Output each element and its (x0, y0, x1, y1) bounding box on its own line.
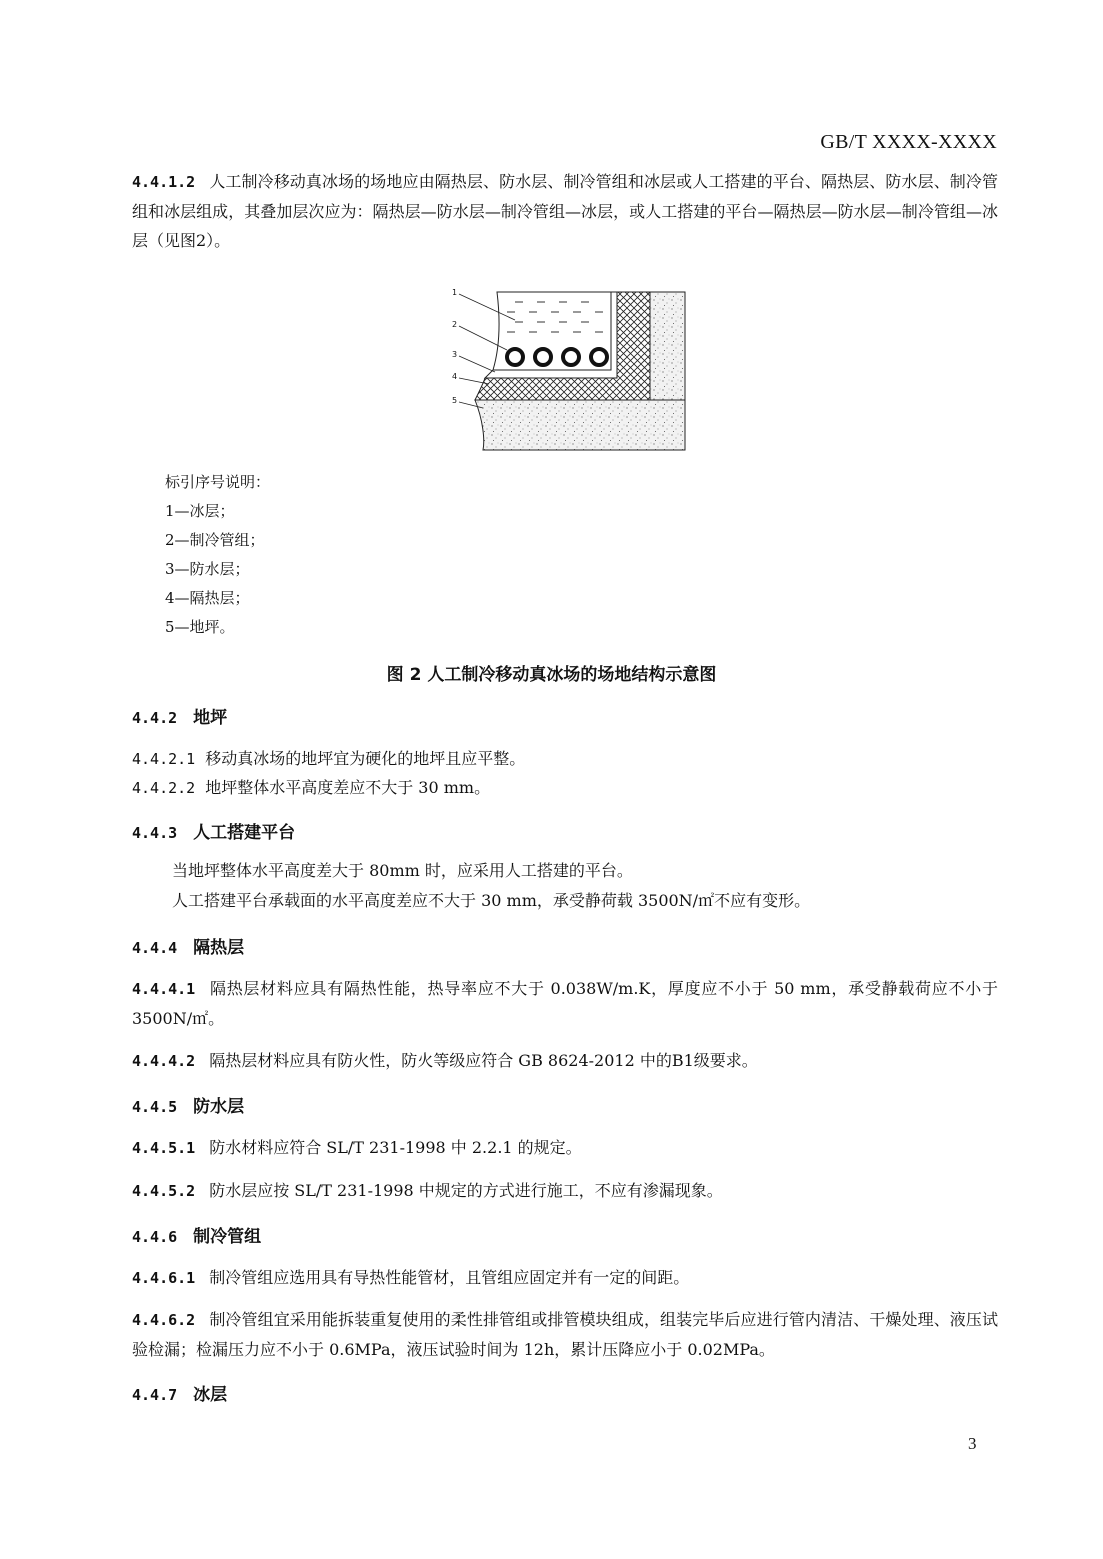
section-title: 地坪 (193, 708, 228, 728)
section-number: 4.4.6 (132, 1228, 178, 1246)
section-number: 4.4.4 (132, 939, 178, 957)
standard-number: GB/T XXXX-XXXX (820, 131, 997, 153)
section-heading-4-4-4 (132, 933, 244, 958)
section-title: 冰层 (193, 1385, 228, 1405)
clause-number: 4.4.6.1 (132, 1269, 196, 1287)
clause-4-4-6-1 (132, 1263, 998, 1293)
clause-number: 4.4.1.2 (132, 173, 196, 191)
section-number: 4.4.7 (132, 1386, 178, 1404)
clause-text: 防水材料应符合 SL/T 231-1998 中 2.2.1 的规定。 (209, 1138, 582, 1157)
clause-4-4-1-2 (132, 167, 998, 255)
figure-legend (165, 468, 270, 642)
section-title: 隔热层 (193, 938, 245, 958)
section-title: 人工搭建平台 (193, 823, 296, 843)
clause-number: 4.4.2.2 (132, 779, 196, 797)
marker-3: 3 (452, 350, 458, 359)
marker-5: 5 (452, 396, 458, 405)
clause-number: 4.4.5.1 (132, 1139, 196, 1157)
paragraph-line: 当地坪整体水平高度差大于 80mm 时，应采用人工搭建的平台。 (172, 861, 633, 880)
marker-1: 1 (452, 288, 458, 297)
clause-4-4-4-2 (132, 1046, 998, 1076)
section-heading-4-4-2 (132, 703, 227, 728)
paragraph-line: 人工搭建平台承载面的水平高度差应不大于 30 mm，承受静荷载 3500N/㎡不应有变形。 (172, 891, 811, 910)
figure-caption: 图 2 人工制冷移动真冰场的场地结构示意图 (386, 665, 717, 685)
clause-text: 人工制冷移动真冰场的场地应由隔热层、防水层、制冷管组和冰层或人工搭建的平台、隔热层、防水层、制冷管组和冰层组成，其叠加层次应为：隔热层—防水层—制冷管组—冰层，或人工搭建的平台—隔热层—防水层—制冷管组—冰层（见图2）。 (132, 172, 998, 250)
clause-4-4-2-1 (132, 744, 998, 774)
section-number: 4.4.2 (132, 709, 178, 727)
section-number: 4.4.5 (132, 1098, 178, 1116)
legend-item: 2—制冷管组； (165, 531, 265, 549)
clause-4-4-6-2 (132, 1305, 998, 1364)
clause-4-4-5-2 (132, 1176, 998, 1206)
clause-number: 4.4.4.2 (132, 1052, 196, 1070)
clause-number: 4.4.2.1 (132, 750, 196, 768)
section-heading-4-4-6 (132, 1222, 261, 1247)
section-title: 制冷管组 (193, 1227, 262, 1247)
site-structure-figure (445, 280, 700, 455)
section-title: 防水层 (193, 1097, 245, 1117)
section-heading-4-4-5 (132, 1092, 244, 1117)
clause-text: 隔热层材料应具有防火性，防火等级应符合 GB 8624-2012 中的B1级要求。 (209, 1051, 758, 1070)
clause-4-4-2-2 (132, 773, 998, 803)
clause-text: 防水层应按 SL/T 231-1998 中规定的方式进行施工，不应有渗漏现象。 (209, 1181, 723, 1200)
clause-4-4-4-1 (132, 974, 998, 1033)
clause-text: 隔热层材料应具有隔热性能，热导率应不大于 0.038W/m.K，厚度应不小于 50 mm，承受静载荷应不小于 3500N/㎡。 (132, 979, 998, 1028)
clause-4-4-5-1 (132, 1133, 998, 1163)
legend-item: 5—地坪。 (165, 618, 235, 636)
side-wall (650, 292, 685, 400)
clause-number: 4.4.5.2 (132, 1182, 196, 1200)
legend-title: 标引序号说明： (165, 473, 271, 491)
marker-4: 4 (452, 372, 458, 381)
page-number: 3 (968, 1434, 977, 1453)
clause-text: 地坪整体水平高度差应不大于 30 mm。 (205, 778, 491, 797)
marker-2: 2 (452, 320, 458, 329)
section-number: 4.4.3 (132, 824, 178, 842)
legend-item: 3—防水层； (165, 560, 250, 578)
clause-number: 4.4.4.1 (132, 980, 196, 998)
section-heading-4-4-7 (132, 1380, 227, 1405)
legend-item: 1—冰层； (165, 502, 235, 520)
clause-text: 制冷管组宜采用能拆装重复使用的柔性排管组或排管模块组成，组装完毕后应进行管内清洁、干燥处理、液压试验检漏；检漏压力应不小于 0.6MPa，液压试验时间为 12h，累计压降应小于 0.02MPa。 (132, 1310, 998, 1359)
clause-text: 移动真冰场的地坪宜为硬化的地坪且应平整。 (205, 749, 526, 768)
legend-item: 4—隔热层； (165, 589, 250, 607)
section-heading-4-4-3 (132, 818, 295, 843)
clause-number: 4.4.6.2 (132, 1311, 196, 1329)
ground-layer (475, 400, 685, 450)
clause-text: 制冷管组应选用具有导热性能管材，且管组应固定并有一定的间距。 (209, 1268, 690, 1287)
